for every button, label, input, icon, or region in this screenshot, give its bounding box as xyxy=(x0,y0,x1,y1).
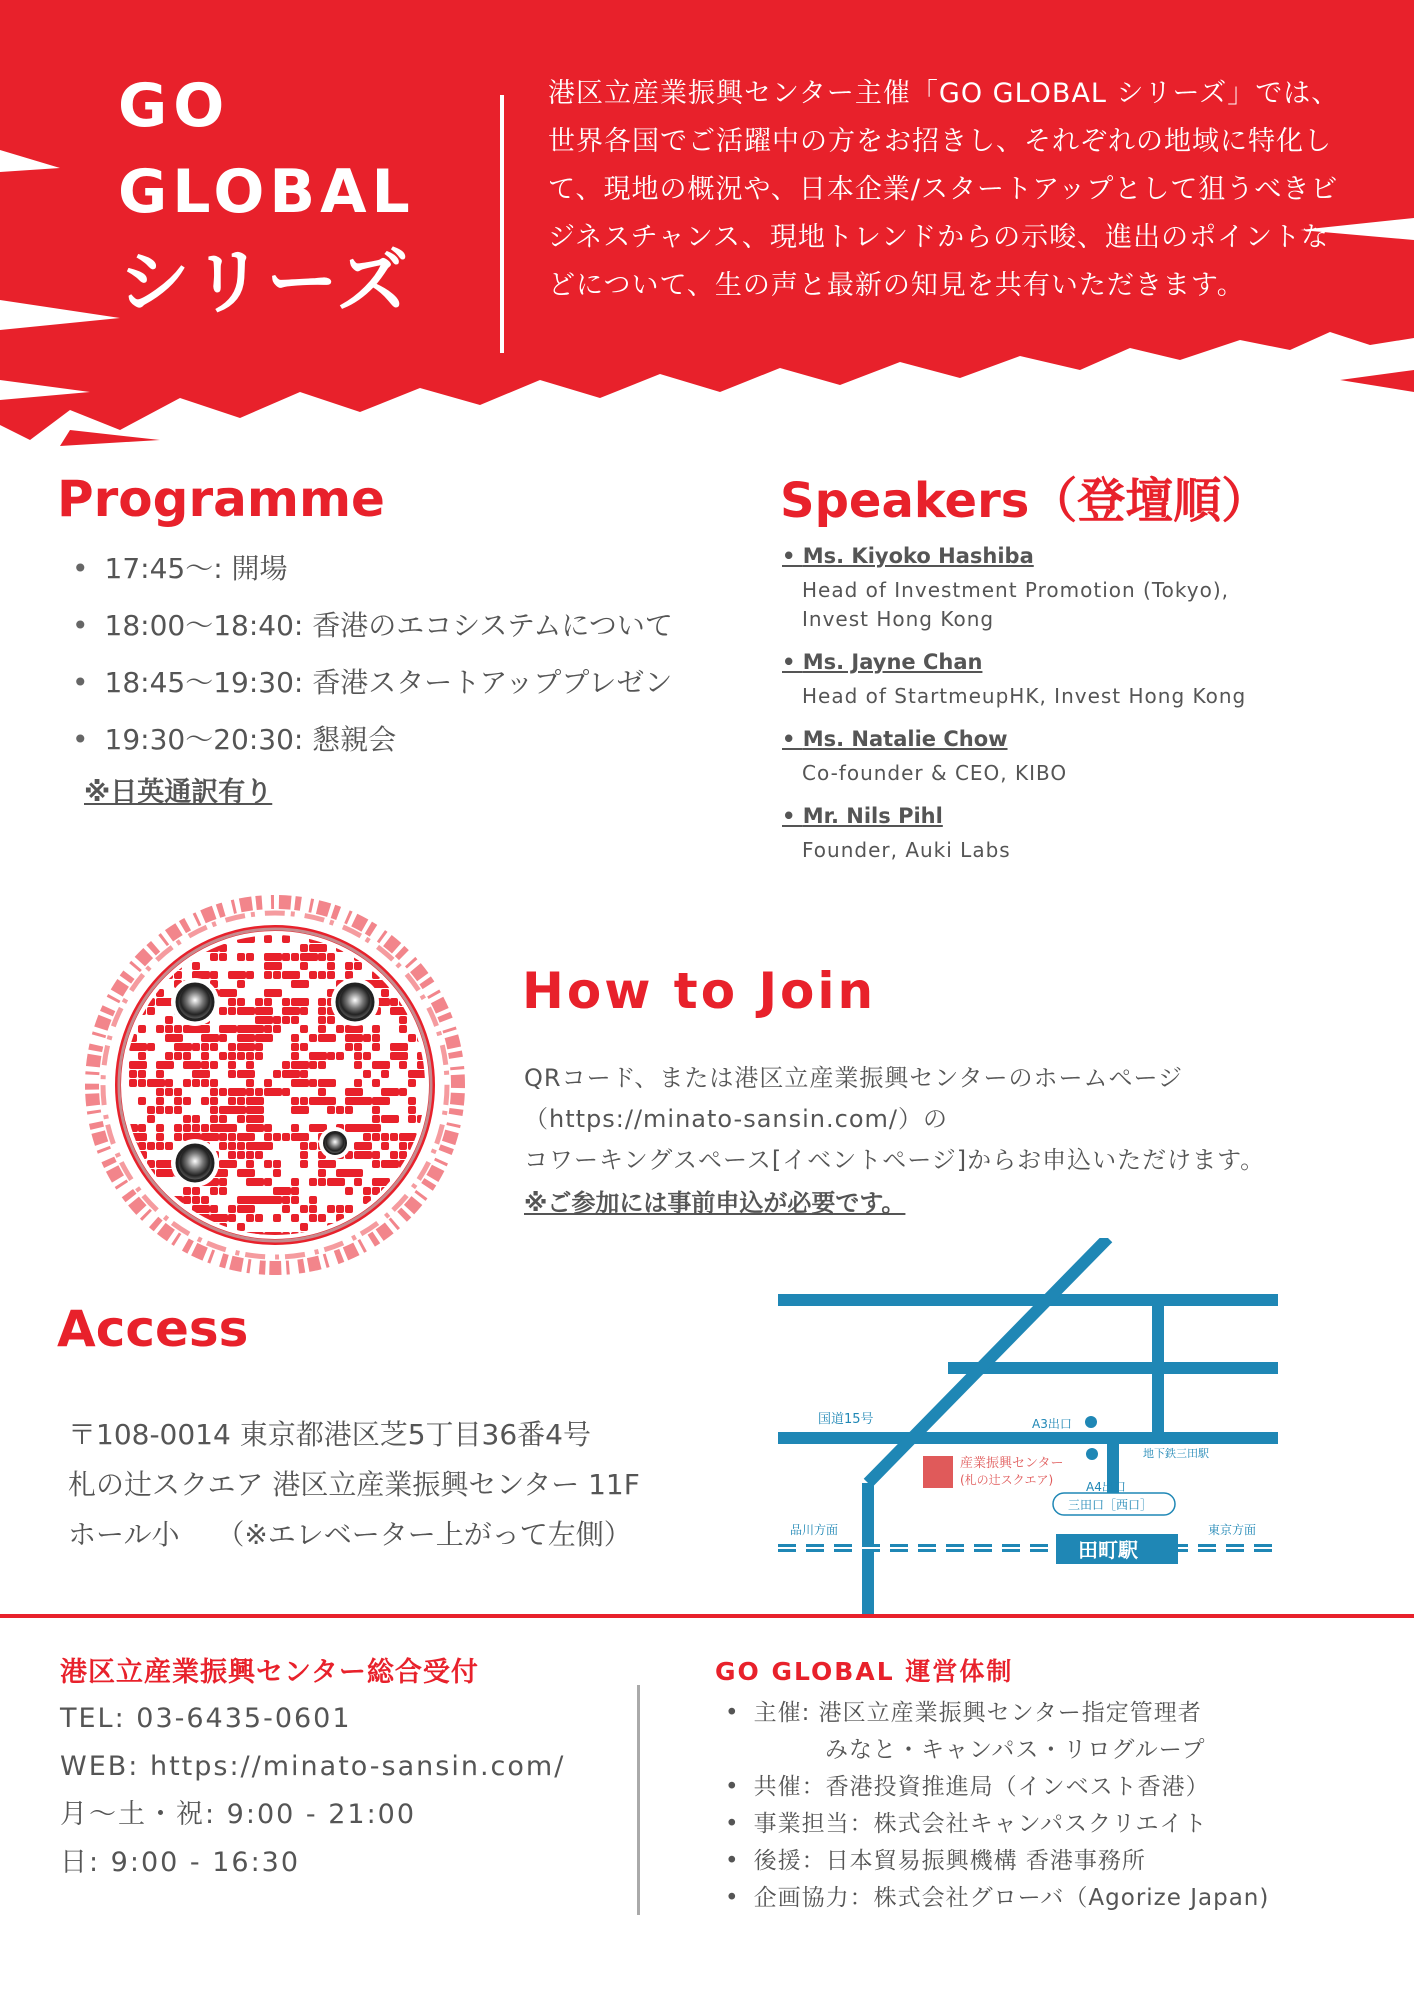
how-to-join-heading: How to Join xyxy=(522,962,877,1020)
qr-code[interactable] xyxy=(80,895,470,1275)
speaker-item xyxy=(782,540,1246,638)
speaker-role: Invest Hong Kong xyxy=(802,607,995,631)
map-tokyo: 東京方面 xyxy=(1208,1523,1257,1537)
map-mita-west: 三田口［西口］ xyxy=(1068,1498,1153,1512)
programme-item: • 17:45～: 開場 xyxy=(72,540,673,597)
organization-list xyxy=(725,1695,1269,1917)
organization-item: • 共催：香港投資推進局（インベスト香港） xyxy=(725,1769,1269,1806)
building-marker xyxy=(923,1456,953,1488)
address-line: 札の辻スクエア 港区立産業振興センター 11F xyxy=(68,1468,640,1501)
speaker-role: Head of StartmeupHK, Invest Hong Kong xyxy=(802,684,1247,708)
speaker-item xyxy=(782,723,1246,792)
how-to-join-text xyxy=(524,1058,1265,1181)
hero-title-line3: シリーズ xyxy=(118,240,411,324)
join-line[interactable]: （https://minato-sansin.com/）の xyxy=(524,1105,948,1133)
programme-item: • 18:00～18:40: 香港のエコシステムについて xyxy=(72,597,673,654)
speaker-name[interactable]: • Mr. Nils Pihl xyxy=(782,800,1246,832)
speaker-name[interactable]: • Ms. Kiyoko Hashiba xyxy=(782,540,1246,572)
interpretation-note: ※日英通訳有り xyxy=(84,777,273,808)
reception-heading: 港区立産業振興センター総合受付 xyxy=(60,1657,479,1688)
access-heading: Access xyxy=(57,1300,249,1358)
address-line: ホール小 （※エレベーター上がって左側） xyxy=(68,1518,632,1551)
access-map xyxy=(778,1238,1278,1618)
organization-heading: GO GLOBAL 運営体制 xyxy=(715,1657,1014,1686)
reception-web[interactable]: WEB: https://minato-sansin.com/ xyxy=(60,1751,566,1782)
hero-divider xyxy=(500,95,504,353)
reception-hours-weekday: 月～土・祝: 9:00 - 21:00 xyxy=(60,1799,417,1830)
reception-info xyxy=(60,1695,565,1887)
speaker-name[interactable]: • Ms. Jayne Chan xyxy=(782,646,1246,678)
programme-heading: Programme xyxy=(57,470,385,528)
map-station-label: 田町駅 xyxy=(1078,1538,1138,1562)
footer-column-divider xyxy=(637,1685,640,1915)
qr-code-graphic[interactable] xyxy=(80,895,470,1275)
hero-banner xyxy=(0,0,1414,460)
speaker-name[interactable]: • Ms. Natalie Chow xyxy=(782,723,1246,755)
speaker-role: Founder, Auki Labs xyxy=(802,838,1011,862)
reception-hours-sunday: 日: 9:00 - 16:30 xyxy=(60,1847,301,1878)
programme-item: • 18:45～19:30: 香港スタートアッププレゼン xyxy=(72,654,673,711)
speaker-role: Co-founder & CEO, KIBO xyxy=(802,761,1068,785)
footer-divider xyxy=(0,1614,1414,1618)
map-shinagawa: 品川方面 xyxy=(790,1523,839,1537)
hero-title-line2: GLOBAL xyxy=(118,157,415,227)
speakers-list xyxy=(782,540,1246,877)
organization-item: • 企画協力：株式会社グローバ（Agorize Japan) xyxy=(725,1880,1269,1917)
map-exit-a4: A4出口 xyxy=(1086,1480,1126,1494)
organization-item: みなと・キャンパス・リログループ xyxy=(825,1737,1206,1763)
registration-note: ※ご参加には事前申込が必要です。 xyxy=(524,1189,906,1217)
programme-item: • 19:30～20:30: 懇親会 xyxy=(72,711,673,768)
hero-title xyxy=(118,70,415,322)
map-building-sublabel: (札の辻スクエア) xyxy=(960,1473,1054,1487)
organization-item: • 事業担当：株式会社キャンパスクリエイト xyxy=(725,1806,1269,1843)
map-subway-label: 地下鉄三田駅 xyxy=(1143,1447,1209,1460)
organization-item: • 後援：日本貿易振興機構 香港事務所 xyxy=(725,1843,1269,1880)
hero-description: 港区立産業振興センター主催「GO GLOBAL シリーズ」では、世界各国でご活躍中の方をお招きし、それぞれの地域に特化して、現地の概況や、日本企業/スタートアップとして狙うべきビジネスチャンス、現地トレンドからの示唆、進出のポイントなどについて、生の声と最新の知見を共有いただきます。 xyxy=(548,78,1340,301)
speaker-role: Head of Investment Promotion (Tokyo), xyxy=(802,578,1229,602)
speaker-item xyxy=(782,800,1246,869)
hero-title-line1: GO xyxy=(118,71,231,141)
join-line: コワーキングスペース[イベントページ]からお申込いただけます。 xyxy=(524,1146,1266,1174)
programme-list xyxy=(72,540,673,768)
speaker-item xyxy=(782,646,1246,715)
map-building-label: 産業振興センター xyxy=(960,1456,1064,1471)
map-road-label: 国道15号 xyxy=(818,1412,874,1427)
organization-item: • 主催: 港区立産業振興センター指定管理者 xyxy=(725,1695,1269,1732)
map-exit-a3: A3出口 xyxy=(1032,1417,1072,1431)
speakers-heading: Speakers（登壇順） xyxy=(780,473,1270,529)
map-graphic xyxy=(778,1238,1278,1618)
address-line: 〒108-0014 東京都港区芝5丁目36番4号 xyxy=(68,1418,591,1451)
reception-tel[interactable]: TEL: 03-6435-0601 xyxy=(60,1703,352,1734)
join-line: QRコード、または港区立産業振興センターのホームページ xyxy=(524,1064,1183,1092)
access-address xyxy=(68,1410,640,1560)
